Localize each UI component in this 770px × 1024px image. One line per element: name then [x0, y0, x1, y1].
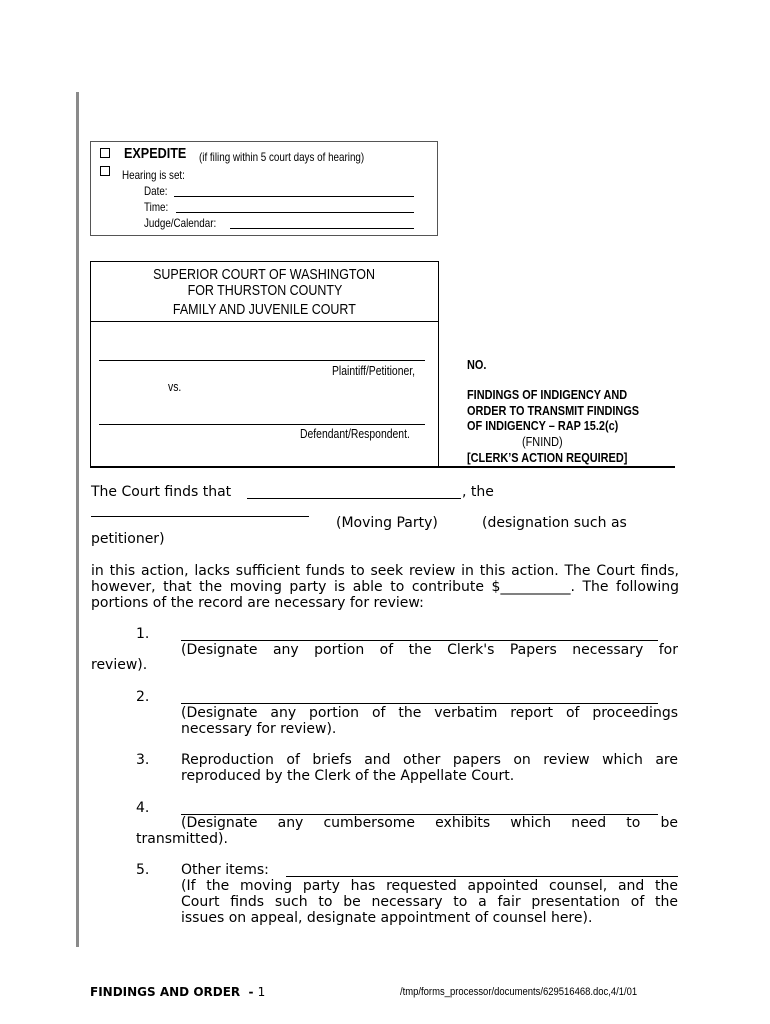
item-4-number: 4. — [136, 800, 150, 816]
item-2-text-cont: necessary for review). — [181, 721, 337, 737]
page-number: 1 — [257, 985, 266, 999]
item-2-number: 2. — [136, 689, 150, 705]
hearing-checkbox[interactable] — [100, 166, 110, 176]
plaintiff-label: Plaintiff/Petitioner, — [332, 363, 416, 378]
caption-title-1: FINDINGS OF INDIGENCY AND — [467, 387, 628, 402]
party-name-field[interactable] — [91, 516, 309, 517]
judge-line — [144, 214, 232, 232]
margin-bar — [76, 92, 79, 947]
item-5-number: 5. — [136, 862, 150, 878]
expedite-checkbox[interactable] — [100, 148, 110, 158]
item-5-text: (If the moving party has requested appointed counsel, and the — [181, 878, 678, 894]
moving-party-label: (Moving Party) — [336, 515, 438, 531]
judge-label: Judge/Calendar: — [144, 216, 217, 230]
petitioner-label: petitioner) — [91, 531, 165, 547]
item-1-text: (Designate any portion of the Clerk's Papers necessary for — [181, 642, 678, 658]
vs-label: vs. — [168, 379, 182, 394]
item-5-text-end: issues on appeal, designate appointment of counsel here). — [181, 910, 593, 926]
case-number-label: NO. — [467, 357, 487, 372]
expedite-note-wrap — [199, 148, 400, 166]
vs-line — [168, 378, 185, 396]
judge-field[interactable] — [230, 228, 414, 229]
caption-title-2: ORDER TO TRANSMIT FINDINGS — [467, 403, 640, 418]
item-2-field[interactable] — [181, 703, 658, 704]
defendant-line — [300, 425, 437, 443]
item-3-text: Reproduction of briefs and other papers on review which are — [181, 752, 678, 768]
clerk-action: [CLERK’S ACTION REQUIRED] — [467, 450, 628, 465]
finds-suffix: , the — [462, 484, 494, 500]
item-5-label: Other items: — [181, 862, 269, 878]
item-3-text-cont: reproduced by the Clerk of the Appellate Court. — [181, 768, 515, 784]
caption-divider — [90, 321, 439, 322]
expedite-label: EXPEDITE — [124, 145, 187, 162]
item-5-field[interactable] — [286, 876, 678, 877]
footer-path: /tmp/forms_processor/documents/629516468.doc,4/1/01 — [400, 986, 638, 998]
footer-title-text: FINDINGS AND ORDER - — [90, 985, 258, 999]
item-4-text-cont: transmitted). — [136, 831, 228, 847]
main-paragraph: in this action, lacks sufficient funds to seek review in this action. The Court finds, however, that the moving party is able to contribute $__________. The following portions of the record are necessary for review: — [91, 563, 679, 611]
hearing-set-label: Hearing is set: — [122, 168, 185, 182]
defendant-label: Defendant/Respondent. — [300, 426, 410, 441]
finds-line — [91, 484, 231, 500]
item-2-text: (Designate any portion of the verbatim report of proceedings — [181, 705, 678, 721]
item-1-field[interactable] — [181, 640, 658, 641]
finds-name-field[interactable] — [247, 498, 461, 499]
finds-prefix: The Court finds that — [91, 484, 232, 500]
item-3-number: 3. — [136, 752, 150, 768]
expedite-note: (if filing within 5 court days of hearing) — [199, 150, 365, 164]
item-1-number: 1. — [136, 626, 150, 642]
designation-label: (designation such as — [482, 515, 627, 531]
date-field[interactable] — [174, 196, 414, 197]
court-name-line3: FAMILY AND JUVENILE COURT — [173, 302, 356, 318]
court-name-line1: SUPERIOR COURT OF WASHINGTON — [153, 267, 376, 283]
court-name-line2: FOR THURSTON COUNTY — [187, 283, 342, 299]
caption-title-3: OF INDIGENCY – RAP 15.2(c) — [467, 418, 619, 433]
time-field[interactable] — [176, 212, 414, 213]
expedite-line — [124, 145, 198, 163]
footer-title — [90, 985, 265, 999]
item-1-text-cont: review). — [91, 657, 148, 673]
form-code: (FNIND) — [522, 434, 563, 449]
time-label: Time: — [144, 200, 169, 214]
plaintiff-line — [332, 362, 436, 380]
plaintiff-field[interactable] — [99, 360, 425, 361]
item-4-text: (Designate any cumbersome exhibits which need to be — [181, 815, 678, 831]
date-label: Date: — [144, 184, 168, 198]
item-5-text-cont: Court finds such to be necessary to a fair presentation of the — [181, 894, 678, 910]
caption-bottom-rule — [90, 466, 675, 468]
